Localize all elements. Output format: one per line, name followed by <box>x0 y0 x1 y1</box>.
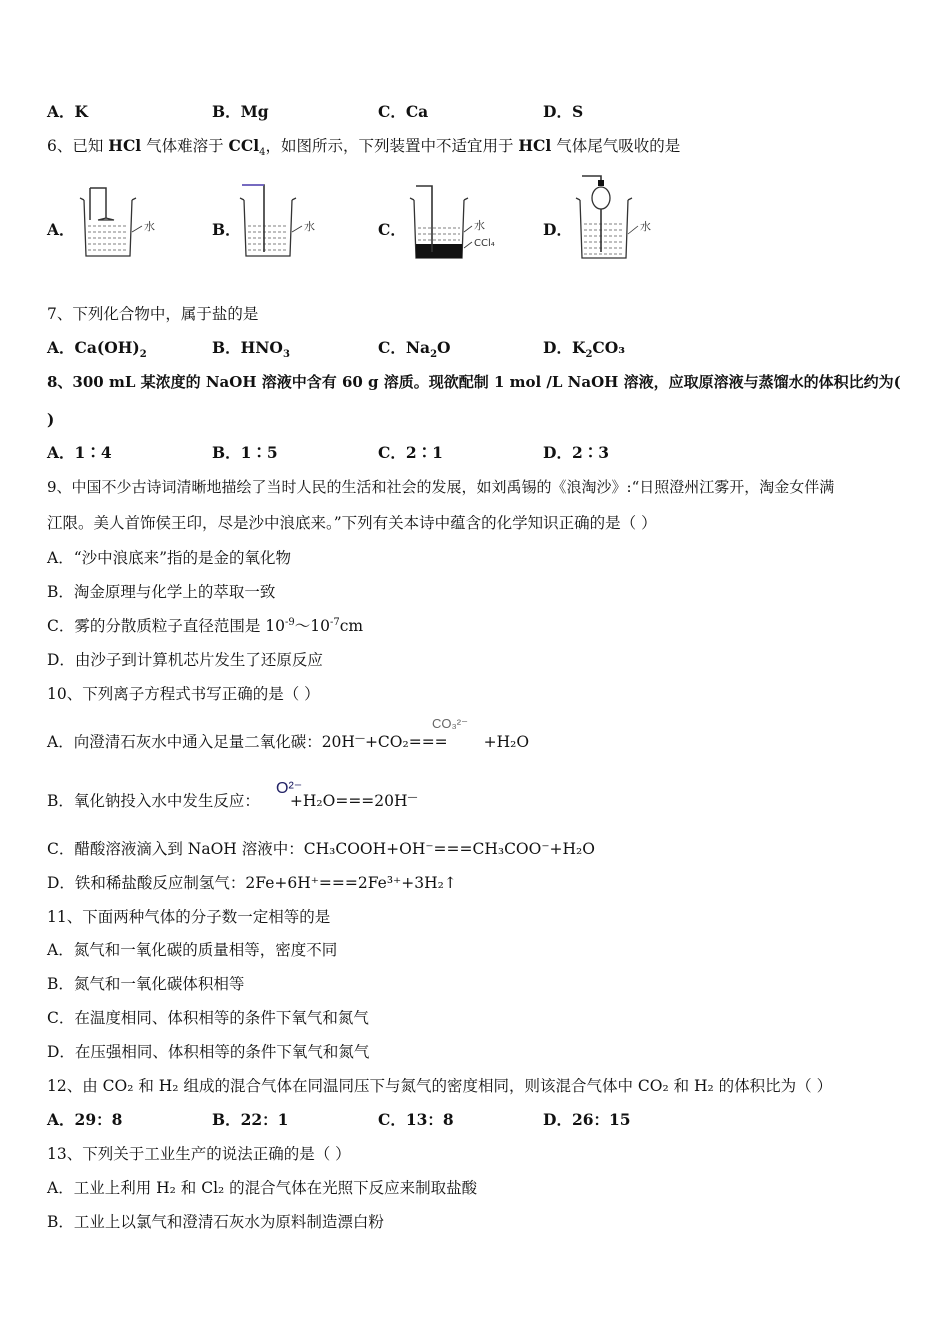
q9-option-a: A．“沙中浪底来”指的是金的氧化物 <box>47 549 292 567</box>
q8-stem-end: ) <box>47 410 55 429</box>
q11-option-d: D．在压强相同、体积相等的条件下氧气和氮气 <box>47 1043 370 1061</box>
q5-option-a: A．K <box>47 102 89 121</box>
q10-option-c: C．醋酸溶液滴入到 NaOH 溶液中：CH₃COOH+OH⁻===CH₃COO⁻+H₂O <box>47 840 595 858</box>
apparatus-c-ccl4-label: CCl₄ <box>474 238 495 249</box>
q10-option-a-ion-image: CO₃²⁻ <box>432 716 468 731</box>
q5-option-c: C．Ca <box>378 102 429 121</box>
apparatus-d-image <box>572 172 662 264</box>
q9-stem-line2: 江限。美人首饰侯王印，尽是沙中浪底来。”下列有关本诗中蕴含的化学知识正确的是（ ） <box>47 514 657 532</box>
q5-option-b: B．Mg <box>212 102 269 121</box>
q8-option-a: A．1∶4 <box>47 443 112 462</box>
q11-option-a: A．氮气和一氧化碳的质量相等，密度不同 <box>47 941 338 959</box>
q11-option-b: B．氮气和一氧化碳体积相等 <box>47 975 245 993</box>
q7-option-c: C．$Na_2O$ <box>378 338 451 361</box>
q8-option-c: C．2∶1 <box>378 443 443 462</box>
q12-option-c: C．13：8 <box>378 1110 454 1129</box>
q13-stem: 13、下列关于工业生产的说法正确的是（ ） <box>47 1145 351 1163</box>
q8-option-d: D．2∶3 <box>543 443 610 462</box>
q9-option-c: C．雾的分散质粒子直径范围是 $10^{-9}\sim 10^{-7}cm$ <box>47 616 364 635</box>
q7-option-a: A．$Ca(OH)_2$ <box>47 338 147 361</box>
q10-option-a: A．向澄清石灰水中通入足量二氧化碳：20H—+CO₂=== +H₂O <box>47 732 530 751</box>
q9-stem-line1: 9、中国不少古诗词清晰地描绘了当时人民的生活和社会的发展，如刘禹锡的《浪淘沙》:“日照澄州江雾开，淘金女伴满 <box>47 478 835 496</box>
apparatus-a-image <box>76 180 166 262</box>
q10-option-b-ion-image: O²⁻ <box>276 780 303 797</box>
q10-option-d: D．铁和稀盐酸反应制氢气：2Fe+6H⁺===2Fe³⁺+3H₂↑ <box>47 874 457 892</box>
q13-option-b: B．工业上以氯气和澄清石灰水为原料制造漂白粉 <box>47 1213 384 1231</box>
q12-option-d: D．26：15 <box>543 1110 631 1129</box>
q10-option-b: B．氧化钠投入水中发生反应： +H₂O===20H— <box>47 791 418 810</box>
q11-option-c: C．在温度相同、体积相等的条件下氧气和氮气 <box>47 1009 369 1027</box>
q8-option-b: B．1∶5 <box>212 443 278 462</box>
q10-stem: 10、下列离子方程式书写正确的是（ ） <box>47 685 320 703</box>
apparatus-b-water-label: 水 <box>304 220 315 233</box>
q5-option-d: D．S <box>543 102 584 121</box>
q6-option-a: A． <box>47 220 75 239</box>
apparatus-d-water-label: 水 <box>640 220 651 233</box>
q9-option-b: B．淘金原理与化学上的萃取一致 <box>47 583 276 601</box>
q8-stem: 8、300 mL 某浓度的 NaOH 溶液中含有 60 g 溶质。现欲配制 1 mol /L NaOH 溶液，应取原溶液与蒸馏水的体积比约为( <box>47 373 901 391</box>
apparatus-a-water-label: 水 <box>144 220 155 233</box>
q6-option-b: B． <box>212 220 241 239</box>
q7-option-b: B．$HNO_3$ <box>212 338 290 361</box>
q6-stem: 6、已知 HCl 气体难溶于 CCl$_4$，如图所示，下列装置中不适宜用于 HCl 气体尾气吸收的是 <box>47 136 681 159</box>
apparatus-b-image <box>236 180 326 262</box>
q13-option-a: A．工业上利用 H₂ 和 Cl₂ 的混合气体在光照下反应来制取盐酸 <box>47 1179 478 1197</box>
q6-option-d: D． <box>543 220 572 239</box>
apparatus-c-water-label: 水 <box>474 219 485 232</box>
q7-option-d: D．$K_2CO_3$ <box>543 338 626 361</box>
q12-option-a: A．29：8 <box>47 1110 123 1129</box>
q7-stem: 7、下列化合物中，属于盐的是 <box>47 305 259 323</box>
apparatus-c-image <box>408 180 518 262</box>
q12-option-b: B．22：1 <box>212 1110 289 1129</box>
q11-stem: 11、下面两种气体的分子数一定相等的是 <box>47 908 331 926</box>
q6-option-c: C． <box>378 220 406 239</box>
q12-stem: 12、由 CO₂ 和 H₂ 组成的混合气体在同温同压下与氮气的密度相同，则该混合气体中 CO₂ 和 H₂ 的体积比为（ ） <box>47 1077 833 1095</box>
q9-option-d: D．由沙子到计算机芯片发生了还原反应 <box>47 651 323 669</box>
